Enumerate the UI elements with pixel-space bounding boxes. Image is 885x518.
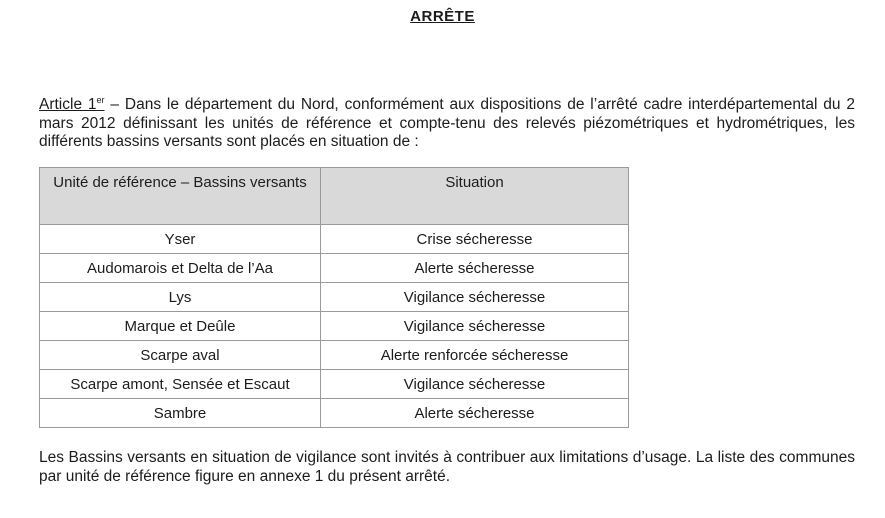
document-title-text: ARRÊTE bbox=[410, 8, 475, 25]
cell-bassin: Yser bbox=[40, 225, 321, 254]
cell-bassin: Sambre bbox=[40, 399, 321, 428]
bassins-table bbox=[39, 167, 629, 428]
cell-bassin: Scarpe aval bbox=[40, 341, 321, 370]
cell-bassin: Lys bbox=[40, 283, 321, 312]
table-header-row bbox=[40, 168, 629, 225]
cell-bassin: Scarpe amont, Sensée et Escaut bbox=[40, 370, 321, 399]
closing-paragraph: Les Bassins versants en situation de vigilance sont invités à contribuer aux limitations d’usage. La liste des communes par unité de référence figure en annexe 1 du présent arrêté. bbox=[39, 449, 855, 485]
cell-situation: Alerte renforcée sécheresse bbox=[321, 341, 629, 370]
cell-situation: Vigilance sécheresse bbox=[321, 370, 629, 399]
table-row bbox=[40, 370, 629, 399]
cell-situation: Vigilance sécheresse bbox=[321, 283, 629, 312]
table-row bbox=[40, 254, 629, 283]
article-text: – Dans le département du Nord, conformément aux dispositions de l’arrêté cadre interdépartemental du 2 mars 2012 définissant les unités de référence et compte-tenu des relevés piézométriques et hydrométriques, les différents bassins versants sont placés en situation de : bbox=[39, 96, 855, 151]
cell-situation: Crise sécheresse bbox=[321, 225, 629, 254]
article-label bbox=[39, 96, 105, 113]
cell-bassin: Marque et Deûle bbox=[40, 312, 321, 341]
header-situation: Situation bbox=[321, 168, 629, 225]
header-unite: Unité de référence – Bassins versants bbox=[40, 168, 321, 225]
cell-situation: Alerte sécheresse bbox=[321, 399, 629, 428]
table-row bbox=[40, 283, 629, 312]
cell-bassin: Audomarois et Delta de l’Aa bbox=[40, 254, 321, 283]
cell-situation: Alerte sécheresse bbox=[321, 254, 629, 283]
cell-situation: Vigilance sécheresse bbox=[321, 312, 629, 341]
article-1-paragraph bbox=[39, 91, 855, 152]
table-row bbox=[40, 312, 629, 341]
table-row bbox=[40, 341, 629, 370]
article-label-sup: er bbox=[96, 95, 105, 105]
table-row bbox=[40, 225, 629, 254]
document-title bbox=[0, 8, 885, 25]
table-row bbox=[40, 399, 629, 428]
article-label-text: Article 1 bbox=[39, 96, 97, 114]
